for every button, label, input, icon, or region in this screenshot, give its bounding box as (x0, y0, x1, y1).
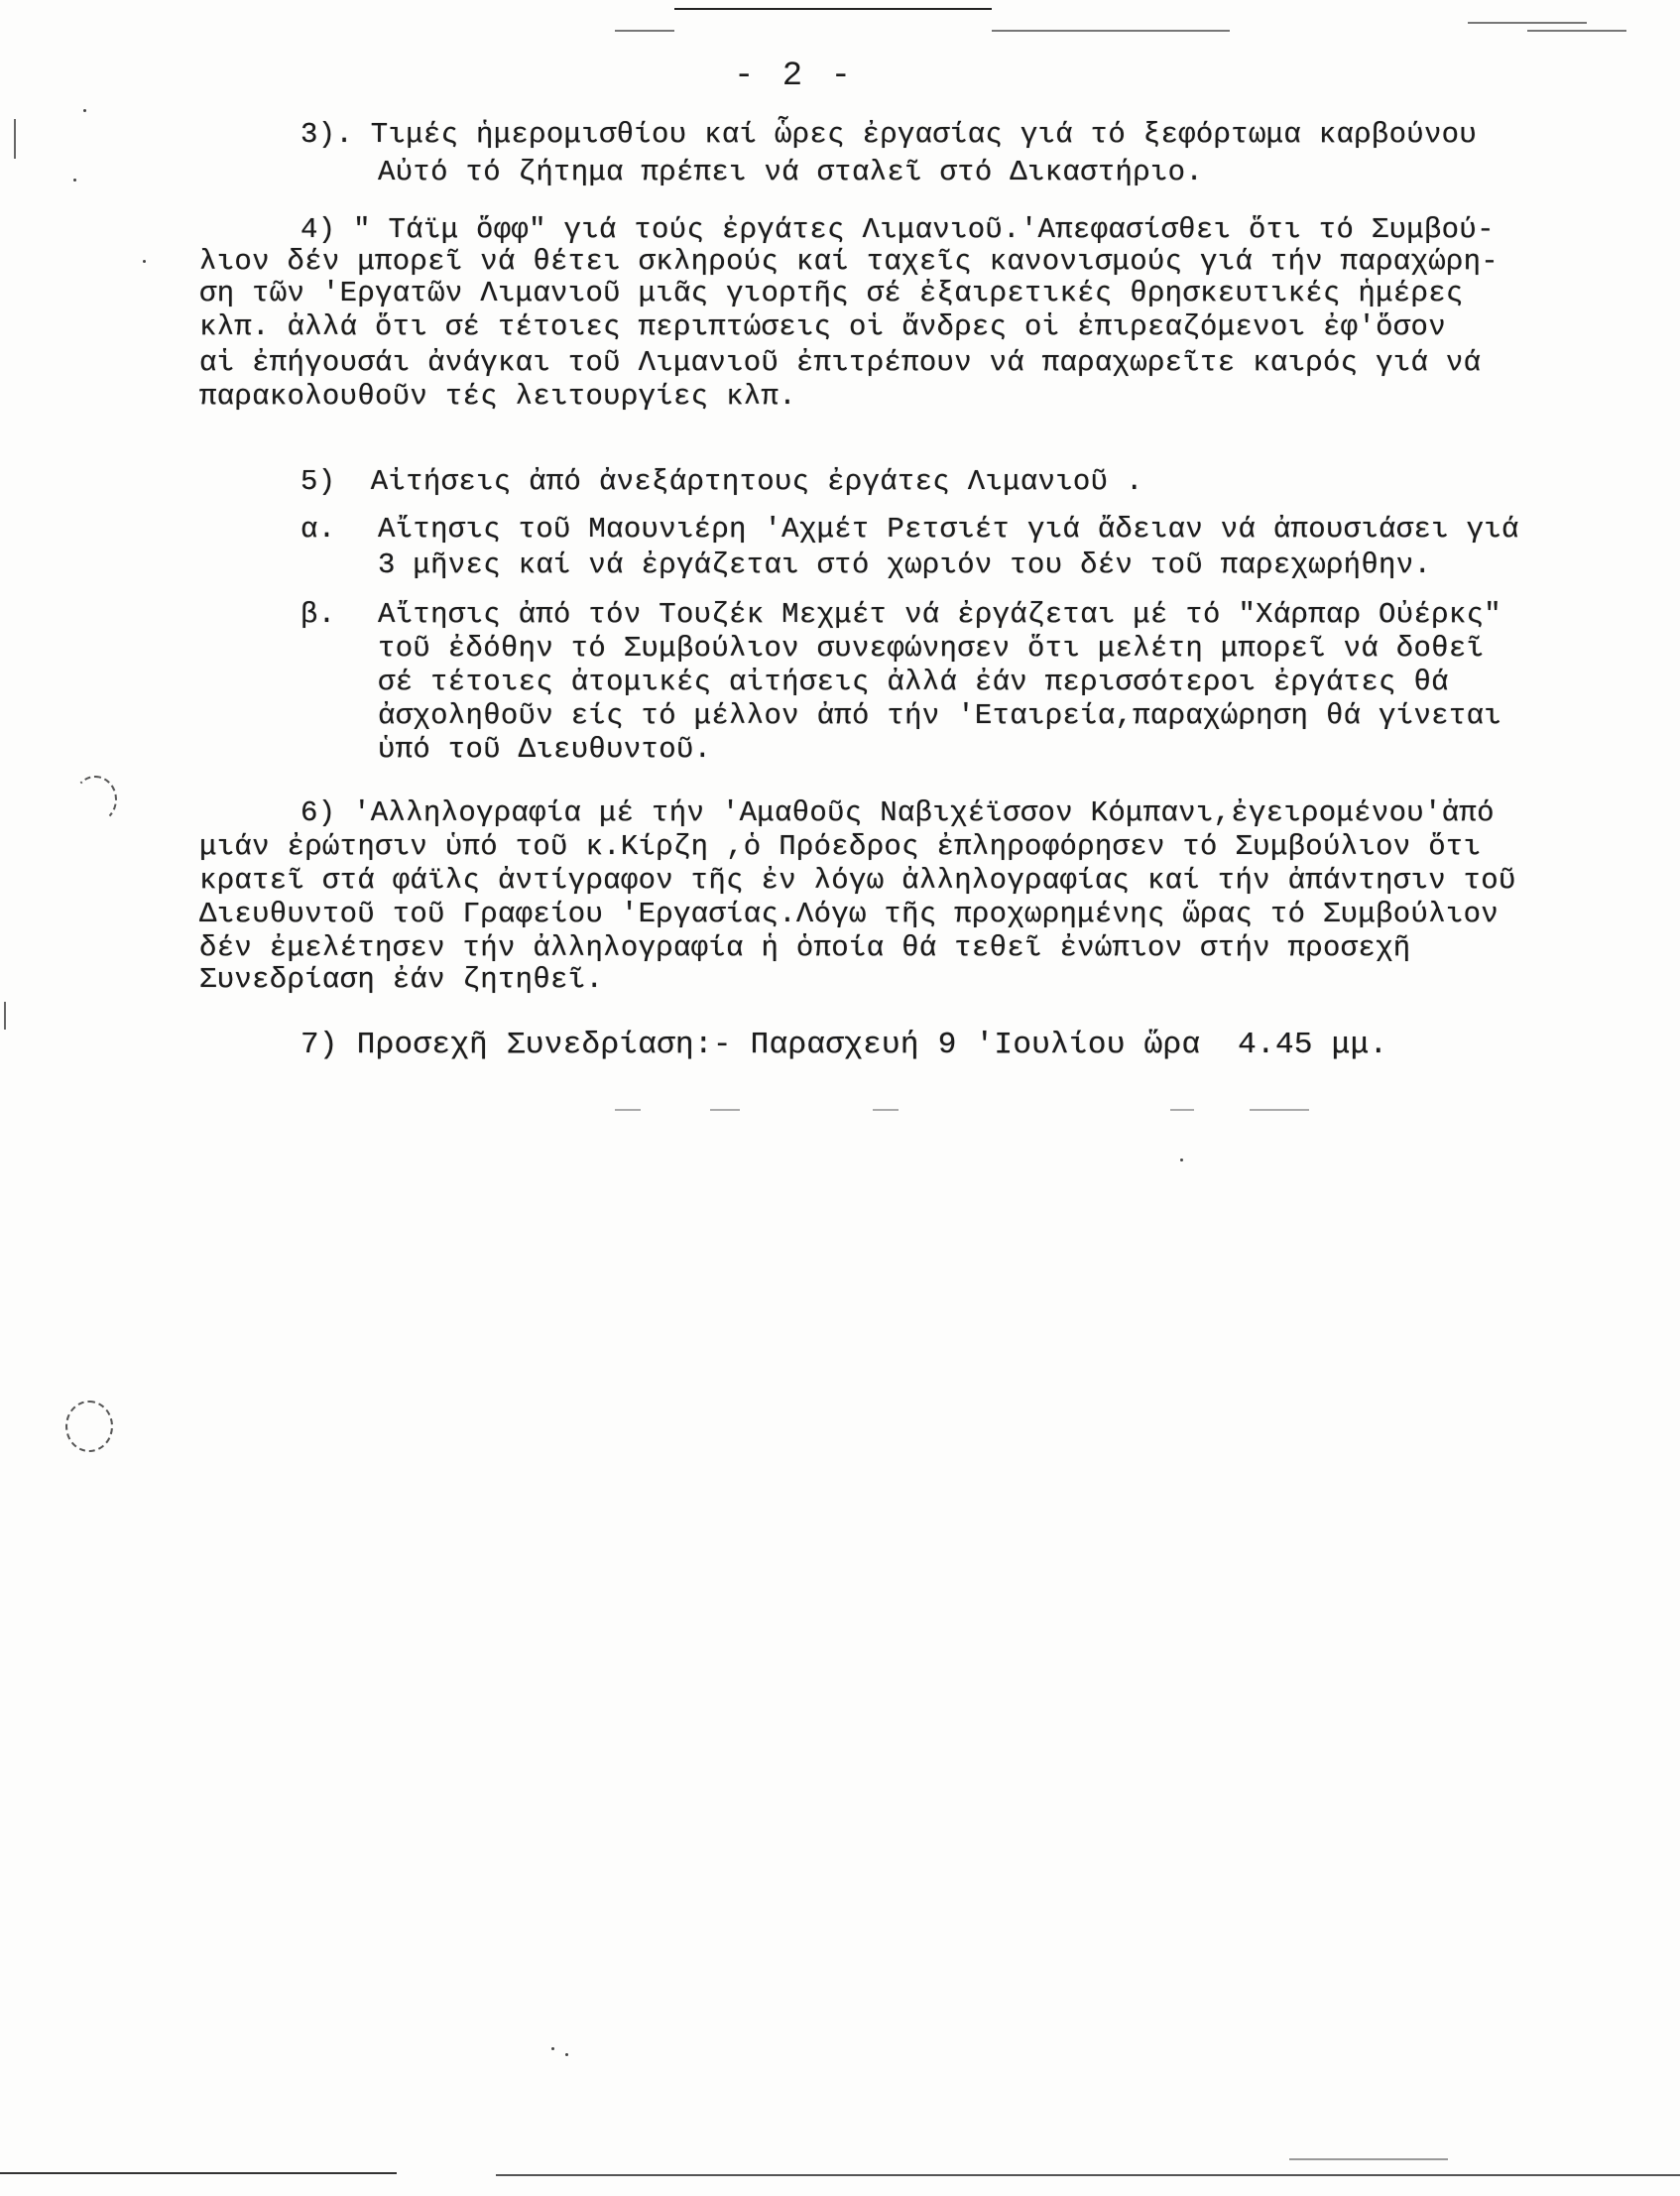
scan-bottom-line-2 (496, 2174, 1680, 2176)
page-number: - 2 - (734, 58, 856, 95)
item-5b-line-1: Αἴτησις ἀπό τόν Τουζέκ Μεχμέτ νά ἐργάζεται μέ τό "Χάρπαρ Οὐέρκς" (378, 598, 1501, 631)
scan-top-dash-3 (1468, 22, 1587, 24)
item-5b-line-4: ἀσχοληθοῦν είς τό μέλλον ἀπό τήν 'Εταιρεία,παραχώρηση θά γίνεται (378, 699, 1501, 732)
item-6-line-1: 6) 'Αλληλογραφία μέ τήν 'Αμαθοῦς Ναβιχέϊσσον Κόμπανι,ἐγειρομένου'ἀπό (300, 796, 1495, 829)
scan-mid-dash-3 (873, 1109, 899, 1111)
item-3-line-1: 3). Τιμές ἡμερομισθίου καί ὧρες ἐργασίας γιά τό ξεφόρτωμα καρβούνου (300, 118, 1478, 151)
scan-top-line (674, 8, 992, 10)
item-6-line-2: μιάν ἐρώτησιν ὑπό τοῦ κ.Κίρζη ,ὁ Πρόεδρος ἐπληροφόρησεν τό Συμβούλιον ὅτι (199, 830, 1482, 863)
scan-speck-4 (1180, 1159, 1183, 1161)
item-7-line-1: 7) Προσεχῆ Συνεδρίαση:- Παρασχευή 9 'Ιουλίου ὥρα 4.45 μμ. (300, 1028, 1388, 1062)
scan-top-dash-2 (992, 30, 1230, 32)
item-4-line-2: λιον δέν μπορεῖ νά θέτει σκληρούς καί ταχεῖς κανονισμούς γιά τήν παραχώρη- (199, 245, 1500, 278)
item-6-line-3: κρατεῖ στά φάϊλς ἀντίγραφον τῆς ἐν λόγω ἀλληλογραφίας καί τήν ἀπάντησιν τοῦ (199, 864, 1516, 897)
scan-bottom-line-1 (0, 2172, 397, 2174)
scan-speck-6 (565, 2053, 568, 2056)
item-6-line-6: Συνεδρίαση ἐάν ζητηθεῖ. (199, 963, 604, 996)
scan-mid-dash-1 (615, 1109, 641, 1111)
scan-top-dash-1 (615, 30, 674, 32)
item-5a-line-2: 3 μῆνες καί νά ἐργάζεται στό χωριόν του δέν τοῦ παρεχωρήθην. (378, 549, 1432, 581)
item-5b-line-5: ὑπό τοῦ Διευθυντοῦ. (378, 733, 712, 766)
item-5a-marker: α. (300, 513, 336, 546)
item-5b-line-3: σέ τέτοιες ἀτομικές αἰτήσεις ἀλλά ἐάν περισσότεροι ἐργάτες θά (378, 666, 1449, 698)
scan-bottom-dash (1289, 2158, 1448, 2160)
scan-mid-dash-2 (710, 1109, 740, 1111)
item-5a-line-1: Αἴτησις τοῦ Μαουνιέρη 'Αχμέτ Ρετσιέτ γιά ἄδειαν νά ἀπουσιάσει γιά (378, 513, 1519, 546)
punch-hole-upper (73, 776, 117, 823)
left-edge-mark-2 (4, 1002, 6, 1030)
scan-mid-dash-4 (1170, 1109, 1194, 1111)
item-4-line-5: αἱ ἐπήγουσάι ἀνάγκαι τοῦ Λιμανιοῦ ἐπιτρέπουν νά παραχωρεῖτε καιρός γιά νά (199, 346, 1482, 379)
item-5b-line-2: τοῦ ἐδόθην τό Συμβούλιον συνεφώνησεν ὅτι μελέτη μπορεῖ νά δοθεῖ (378, 632, 1485, 665)
punch-hole-lower (65, 1401, 113, 1452)
item-4-line-6: παρακολουθοῦν τές λειτουργίες κλπ. (199, 380, 796, 413)
scan-speck-3 (143, 260, 146, 263)
scan-speck-5 (551, 2047, 554, 2050)
item-6-line-5: δέν ἐμελέτησεν τήν ἀλληλογραφία ἡ ὁποία θά τεθεῖ ἐνώπιον στήν προσεχῆ (199, 931, 1411, 964)
item-6-line-4: Διευθυντοῦ τοῦ Γραφείου 'Εργασίας.Λόγω τῆς προχωρημένης ὥρας τό Συμβούλιον (199, 898, 1500, 930)
item-4-line-3: ση τῶν 'Εργατῶν Λιμανιοῦ μιᾶς γιορτῆς σέ ἐξαιρετικές θρησκευτικές ἡμέρες (199, 277, 1464, 309)
item-5b-marker: β. (300, 598, 336, 631)
item-4-line-4: κλπ. ἀλλά ὅτι σέ τέτοιες περιπτώσεις οἱ ἄνδρες οἱ ἐπιρεαζόμενοι ἐφ'ὅσον (199, 310, 1446, 343)
left-edge-mark-1 (14, 119, 16, 159)
scan-top-dash-4 (1527, 30, 1626, 32)
item-5-heading: 5) Αἰτήσεις ἀπό ἀνεξάρτητους ἐργάτες Λιμανιοῦ . (300, 465, 1143, 498)
item-3-line-2: Αὐτό τό ζήτημα πρέπει νά σταλεῖ στό Δικαστήριο. (378, 156, 1204, 188)
scan-mid-dash-5 (1250, 1109, 1309, 1111)
scan-speck-1 (83, 109, 86, 112)
item-4-line-1: 4) " Τάϊμ ὅφφ" γιά τούς ἐργάτες Λιμανιοῦ.'Απεφασίσθει ὅτι τό Συμβού- (300, 213, 1495, 246)
scan-speck-2 (73, 179, 76, 182)
